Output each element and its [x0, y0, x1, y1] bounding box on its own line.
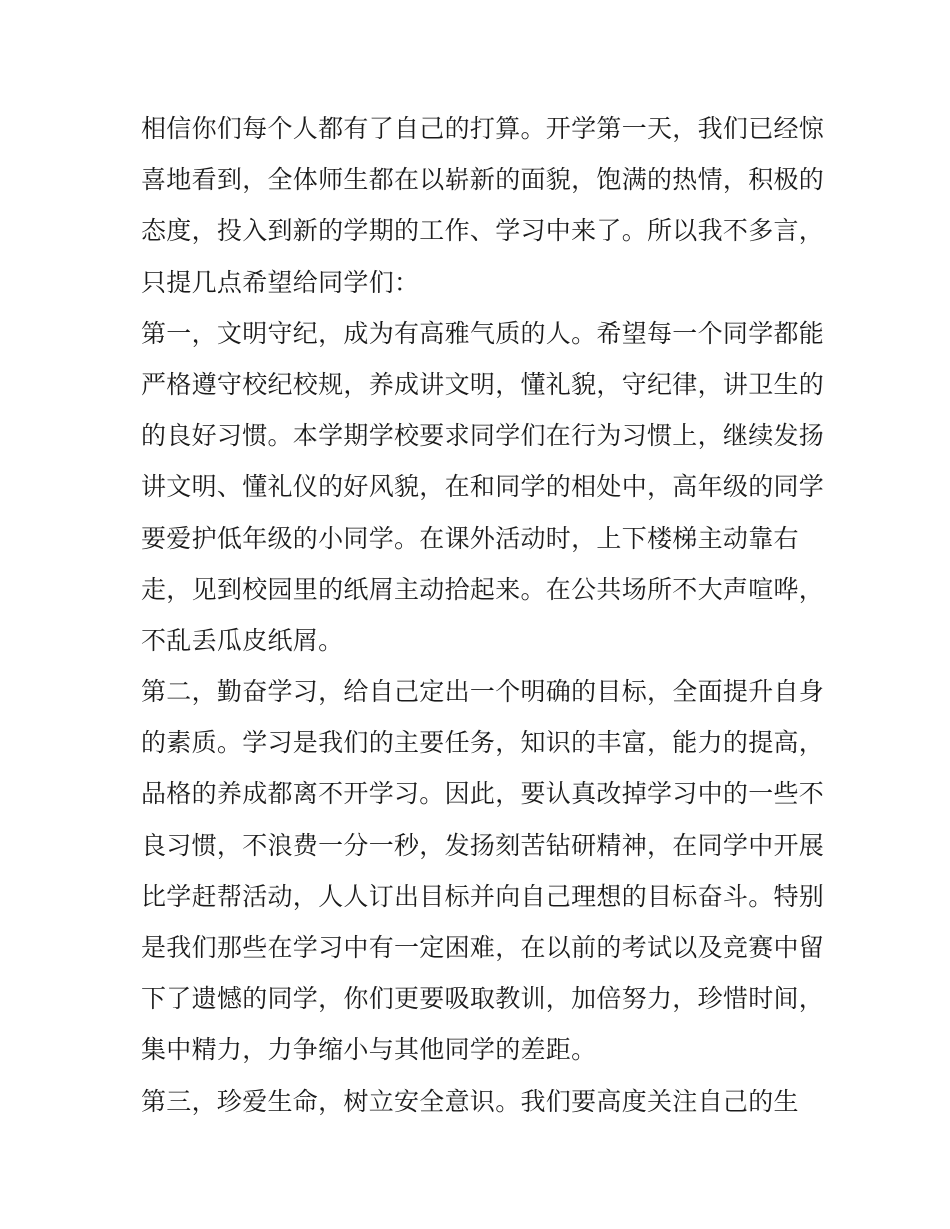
text-line: 喜地看到，全体师生都在以崭新的面貌，饱满的热情，积极的 — [141, 165, 825, 195]
text-line: 的素质。学习是我们的主要任务，知识的丰富，能力的提高， — [141, 728, 825, 758]
text-line: 不乱丢瓜皮纸屑。 — [141, 625, 344, 655]
text-line: 良习惯，不浪费一分一秒，发扬刻苦钻研精神，在同学中开展 — [141, 830, 825, 860]
document-body — [141, 103, 825, 1127]
text-line: 第一，文明守纪，成为有高雅气质的人。希望每一个同学都能 — [141, 318, 825, 348]
text-line: 的良好习惯。本学期学校要求同学们在行为习惯上，继续发扬 — [141, 421, 825, 451]
text-line: 只提几点希望给同学们： — [141, 267, 420, 297]
text-line: 讲文明、懂礼仪的好风貌，在和同学的相处中，高年级的同学 — [141, 472, 825, 502]
text-line: 严格遵守校纪校规，养成讲文明，懂礼貌，守纪律，讲卫生的 — [141, 369, 825, 399]
text-line: 相信你们每个人都有了自己的打算。开学第一天，我们已经惊 — [141, 114, 825, 143]
text-line: 态度，投入到新的学期的工作、学习中来了。所以我不多言， — [141, 216, 825, 246]
text-line: 比学赶帮活动，人人订出目标并向自己理想的目标奋斗。特别 — [141, 881, 825, 911]
text-line: 集中精力，力争缩小与其他同学的差距。 — [141, 1035, 597, 1065]
text-line: 第三，珍爱生命，树立安全意识。我们要高度关注自己的生 — [141, 1086, 799, 1116]
text-line: 品格的养成都离不开学习。因此，要认真改掉学习中的一些不 — [141, 779, 825, 809]
text-line: 要爱护低年级的小同学。在课外活动时，上下楼梯主动靠右 — [141, 523, 799, 553]
text-line: 走，见到校园里的纸屑主动拾起来。在公共场所不大声喧哗， — [141, 574, 825, 604]
text-line: 是我们那些在学习中有一定困难，在以前的考试以及竞赛中留 — [141, 933, 825, 962]
text-line: 下了遗憾的同学，你们更要吸取教训，加倍努力，珍惜时间， — [141, 984, 825, 1014]
text-line: 第二，勤奋学习，给自己定出一个明确的目标，全面提升自身 — [141, 677, 825, 707]
